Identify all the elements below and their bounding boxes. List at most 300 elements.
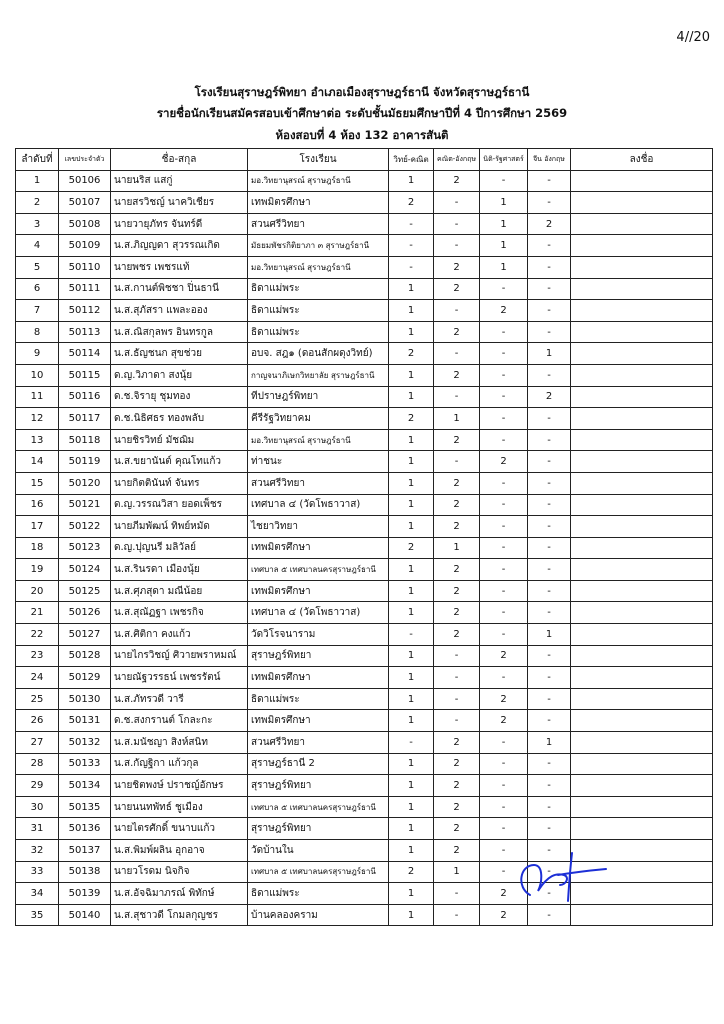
score-law-pol: -	[480, 537, 528, 559]
student-name: นายพชร เพชรแท้	[111, 256, 248, 278]
score-math-eng: -	[434, 710, 480, 732]
school-name: สุราษฎร์พิทยา	[248, 645, 389, 667]
score-sci-math: 1	[389, 688, 434, 710]
student-id: 50128	[59, 645, 111, 667]
student-id: 50124	[59, 559, 111, 581]
student-name: นายณัฐวรรธน์ เพชรรัตน์	[111, 667, 248, 689]
row-number: 32	[16, 840, 59, 862]
table-row	[16, 775, 713, 797]
student-name: ด.ช.นิธิศธร ทองพลับ	[111, 408, 248, 430]
signature-cell	[571, 451, 713, 473]
signature-cell	[571, 624, 713, 646]
table-row	[16, 667, 713, 689]
score-chinese-eng: -	[528, 840, 571, 862]
score-law-pol: 2	[480, 688, 528, 710]
student-id: 50116	[59, 386, 111, 408]
col-header: จีน อังกฤษ	[528, 149, 571, 171]
col-header: โรงเรียน	[248, 149, 389, 171]
score-chinese-eng: 1	[528, 732, 571, 754]
student-id: 50122	[59, 516, 111, 538]
signature-cell	[571, 559, 713, 581]
signature-cell	[571, 256, 713, 278]
table-row	[16, 494, 713, 516]
student-name: นายไกรวิชญ์ ศิวายพราหมณ์	[111, 645, 248, 667]
score-chinese-eng: 1	[528, 624, 571, 646]
score-math-eng: 2	[434, 256, 480, 278]
student-id: 50127	[59, 624, 111, 646]
student-id: 50139	[59, 883, 111, 905]
score-sci-math: -	[389, 235, 434, 257]
score-math-eng: 1	[434, 408, 480, 430]
student-name: น.ส.ณิสกุลพร อินทรกูล	[111, 321, 248, 343]
table-row	[16, 818, 713, 840]
school-title: โรงเรียนสุราษฎร์พิทยา อำเภอเมืองสุราษฎร์ธานี จังหวัดสุราษฎร์ธานี	[194, 85, 530, 99]
row-number: 10	[16, 364, 59, 386]
table-row	[16, 343, 713, 365]
row-number: 18	[16, 537, 59, 559]
school-name: สวนศรีวิทยา	[248, 732, 389, 754]
student-name: ด.ญ.วิภาดา สงนุ้ย	[111, 364, 248, 386]
col-header: นิติ-รัฐศาสตร์	[480, 149, 528, 171]
score-chinese-eng: -	[528, 688, 571, 710]
table-row	[16, 624, 713, 646]
score-chinese-eng: -	[528, 580, 571, 602]
table-row	[16, 300, 713, 322]
school-name: เทพมิตรศึกษา	[248, 537, 389, 559]
school-name: เทพมิตรศึกษา	[248, 192, 389, 214]
student-id: 50136	[59, 818, 111, 840]
student-name: ด.ช.สงกรานต์ โกละกะ	[111, 710, 248, 732]
score-law-pol: -	[480, 840, 528, 862]
school-name: มอ.วิทยานุสรณ์ สุราษฎร์ธานี	[248, 170, 389, 192]
student-name: น.ส.สุณัฏฐา เพชรกิจ	[111, 602, 248, 624]
score-sci-math: 1	[389, 904, 434, 926]
score-chinese-eng: -	[528, 710, 571, 732]
score-chinese-eng: -	[528, 559, 571, 581]
score-sci-math: 1	[389, 602, 434, 624]
score-math-eng: 2	[434, 796, 480, 818]
score-math-eng: -	[434, 386, 480, 408]
score-law-pol: -	[480, 775, 528, 797]
student-name: น.ส.อัจฉิมาภรณ์ พิทักษ์	[111, 883, 248, 905]
school-name: มอ.วิทยานุสรณ์ สุราษฎร์ธานี	[248, 429, 389, 451]
score-math-eng: 2	[434, 472, 480, 494]
school-name: เทศบาล ๔ (วัดโพธาวาส)	[248, 494, 389, 516]
student-id: 50120	[59, 472, 111, 494]
score-law-pol: -	[480, 753, 528, 775]
col-header: ลำดับที่	[16, 149, 59, 171]
score-math-eng: 2	[434, 278, 480, 300]
score-sci-math: 1	[389, 278, 434, 300]
score-sci-math: 1	[389, 364, 434, 386]
score-chinese-eng: -	[528, 408, 571, 430]
table-header-row	[16, 149, 713, 171]
school-name: ธิดาแม่พระ	[248, 321, 389, 343]
score-sci-math: 1	[389, 883, 434, 905]
score-chinese-eng: -	[528, 451, 571, 473]
school-name: อบจ. สฎ๑ (ดอนสักผดุงวิทย์)	[248, 343, 389, 365]
student-name: น.ส.ภัทรวดี วารี	[111, 688, 248, 710]
student-name: นายไตรศักดิ์ ขนาบแก้ว	[111, 818, 248, 840]
school-name: บ้านคลองคราม	[248, 904, 389, 926]
score-sci-math: 1	[389, 753, 434, 775]
score-sci-math: -	[389, 624, 434, 646]
student-id: 50114	[59, 343, 111, 365]
row-number: 3	[16, 213, 59, 235]
score-chinese-eng: -	[528, 602, 571, 624]
table-row	[16, 170, 713, 192]
score-math-eng: -	[434, 688, 480, 710]
score-law-pol: 2	[480, 904, 528, 926]
school-name: ธิดาแม่พระ	[248, 688, 389, 710]
student-id: 50110	[59, 256, 111, 278]
signature-cell	[571, 364, 713, 386]
student-name: นายวโรดม นิจกิจ	[111, 861, 248, 883]
signature-cell	[571, 753, 713, 775]
student-id: 50115	[59, 364, 111, 386]
score-math-eng: 2	[434, 170, 480, 192]
score-sci-math: 1	[389, 645, 434, 667]
score-math-eng: -	[434, 192, 480, 214]
school-name: มอ.วิทยานุสรณ์ สุราษฎร์ธานี	[248, 256, 389, 278]
score-law-pol: -	[480, 559, 528, 581]
row-number: 33	[16, 861, 59, 883]
row-number: 7	[16, 300, 59, 322]
row-number: 25	[16, 688, 59, 710]
student-name: น.ส.กัญฐิกา แก้วกุล	[111, 753, 248, 775]
student-id: 50113	[59, 321, 111, 343]
student-name: นายวายุภัทร จันทร์ดี	[111, 213, 248, 235]
row-number: 9	[16, 343, 59, 365]
row-number: 27	[16, 732, 59, 754]
student-id: 50106	[59, 170, 111, 192]
score-sci-math: 1	[389, 472, 434, 494]
score-chinese-eng: -	[528, 256, 571, 278]
score-math-eng: 2	[434, 429, 480, 451]
student-id: 50134	[59, 775, 111, 797]
score-math-eng: 2	[434, 516, 480, 538]
score-chinese-eng: 1	[528, 343, 571, 365]
score-chinese-eng: -	[528, 667, 571, 689]
page-number: 4//20	[676, 30, 710, 45]
score-math-eng: -	[434, 667, 480, 689]
score-law-pol: -	[480, 732, 528, 754]
score-law-pol: -	[480, 602, 528, 624]
score-chinese-eng: -	[528, 883, 571, 905]
school-name: สุราษฎร์พิทยา	[248, 775, 389, 797]
student-id: 50131	[59, 710, 111, 732]
score-chinese-eng: -	[528, 192, 571, 214]
score-law-pol: 1	[480, 256, 528, 278]
score-law-pol: -	[480, 818, 528, 840]
table-row	[16, 278, 713, 300]
student-id: 50132	[59, 732, 111, 754]
score-law-pol: -	[480, 494, 528, 516]
row-number: 22	[16, 624, 59, 646]
signature-cell	[571, 796, 713, 818]
score-sci-math: 1	[389, 451, 434, 473]
signature-cell	[571, 580, 713, 602]
score-chinese-eng: -	[528, 364, 571, 386]
row-number: 1	[16, 170, 59, 192]
row-number: 20	[16, 580, 59, 602]
table-row	[16, 904, 713, 926]
col-header: วิทย์-คณิต	[389, 149, 434, 171]
school-name: ไชยาวิทยา	[248, 516, 389, 538]
student-name: นายสรวิชญ์ นาควิเชียร	[111, 192, 248, 214]
signature-cell	[571, 170, 713, 192]
score-chinese-eng: 2	[528, 213, 571, 235]
exam-room-title: ห้องสอบที่ 4 ห้อง 132 อาคารสันติ	[275, 128, 449, 142]
score-math-eng: 1	[434, 537, 480, 559]
signature-cell	[571, 667, 713, 689]
score-math-eng: -	[434, 883, 480, 905]
row-number: 15	[16, 472, 59, 494]
signature-cell	[571, 343, 713, 365]
row-number: 34	[16, 883, 59, 905]
student-id: 50117	[59, 408, 111, 430]
student-name: น.ส.ขยานันต์ คุณโทแก้ว	[111, 451, 248, 473]
score-law-pol: 1	[480, 235, 528, 257]
row-number: 31	[16, 818, 59, 840]
score-law-pol: -	[480, 386, 528, 408]
score-sci-math: 1	[389, 818, 434, 840]
table-row	[16, 408, 713, 430]
student-name: น.ส.ศุภสุดา มณีน้อย	[111, 580, 248, 602]
document-title: รายชื่อนักเรียนสมัครสอบเข้าศึกษาต่อ ระดับชั้นมัธยมศึกษาปีที่ 4 ปีการศึกษา 2569	[156, 106, 568, 120]
score-chinese-eng: -	[528, 818, 571, 840]
row-number: 30	[16, 796, 59, 818]
student-id: 50129	[59, 667, 111, 689]
signature-cell	[571, 602, 713, 624]
score-law-pol: -	[480, 796, 528, 818]
score-math-eng: 2	[434, 775, 480, 797]
row-number: 16	[16, 494, 59, 516]
school-name: ทีปราษฎร์พิทยา	[248, 386, 389, 408]
student-id: 50125	[59, 580, 111, 602]
table-body	[16, 170, 713, 926]
score-law-pol: -	[480, 170, 528, 192]
score-math-eng: -	[434, 645, 480, 667]
signature-cell	[571, 688, 713, 710]
school-name: สุราษฎร์พิทยา	[248, 818, 389, 840]
table-row	[16, 256, 713, 278]
student-id: 50108	[59, 213, 111, 235]
signature-cell	[571, 537, 713, 559]
col-header: เลขประจำตัว	[59, 149, 111, 171]
student-name: นายภีมพัฒน์ ทิพย์หมัด	[111, 516, 248, 538]
school-name: ธิดาแม่พระ	[248, 300, 389, 322]
signature-cell	[571, 408, 713, 430]
student-id: 50140	[59, 904, 111, 926]
score-law-pol: 2	[480, 710, 528, 732]
score-sci-math: 1	[389, 840, 434, 862]
school-name: เทพมิตรศึกษา	[248, 667, 389, 689]
score-sci-math: -	[389, 213, 434, 235]
signature-cell	[571, 775, 713, 797]
student-name: นายชิตพงษ์ ปราชญ์อักษร	[111, 775, 248, 797]
score-chinese-eng: -	[528, 775, 571, 797]
score-law-pol: -	[480, 861, 528, 883]
student-id: 50107	[59, 192, 111, 214]
score-chinese-eng: -	[528, 300, 571, 322]
student-name: น.ส.มนัชญา สิงห์สนิท	[111, 732, 248, 754]
score-law-pol: 2	[480, 300, 528, 322]
score-sci-math: -	[389, 732, 434, 754]
score-chinese-eng: 2	[528, 386, 571, 408]
score-law-pol: -	[480, 278, 528, 300]
score-sci-math: 2	[389, 408, 434, 430]
row-number: 23	[16, 645, 59, 667]
score-law-pol: -	[480, 624, 528, 646]
score-chinese-eng: -	[528, 278, 571, 300]
school-name: เทศบาล ๔ (วัดโพธาวาส)	[248, 602, 389, 624]
score-math-eng: 2	[434, 494, 480, 516]
table-row	[16, 321, 713, 343]
student-name: น.ส.สุภัสรา แพละออง	[111, 300, 248, 322]
student-id: 50109	[59, 235, 111, 257]
school-name: สวนศรีวิทยา	[248, 213, 389, 235]
signature-cell	[571, 235, 713, 257]
signature-cell	[571, 192, 713, 214]
school-name: วัดบ้านใน	[248, 840, 389, 862]
table-row	[16, 602, 713, 624]
row-number: 12	[16, 408, 59, 430]
student-id: 50111	[59, 278, 111, 300]
school-name: ท่าชนะ	[248, 451, 389, 473]
score-chinese-eng: -	[528, 494, 571, 516]
score-law-pol: -	[480, 580, 528, 602]
school-name: กาญจนาภิเษกวิทยาลัย สุราษฎร์ธานี	[248, 364, 389, 386]
signature-cell	[571, 516, 713, 538]
score-law-pol: -	[480, 343, 528, 365]
score-math-eng: 2	[434, 580, 480, 602]
student-id: 50123	[59, 537, 111, 559]
score-law-pol: -	[480, 472, 528, 494]
table-row	[16, 753, 713, 775]
score-chinese-eng: -	[528, 321, 571, 343]
score-math-eng: 2	[434, 732, 480, 754]
student-id: 50121	[59, 494, 111, 516]
score-sci-math: 1	[389, 667, 434, 689]
student-id: 50133	[59, 753, 111, 775]
row-number: 26	[16, 710, 59, 732]
col-header: ลงชื่อ	[571, 149, 713, 171]
student-name: น.ส.พิมพ์ผลิน อุกอาจ	[111, 840, 248, 862]
row-number: 2	[16, 192, 59, 214]
student-name: น.ส.ธัญชนก สุขช่วย	[111, 343, 248, 365]
student-name: น.ส.สุชาวดี โกมลกุญชร	[111, 904, 248, 926]
score-math-eng: 2	[434, 624, 480, 646]
row-number: 14	[16, 451, 59, 473]
score-math-eng: -	[434, 235, 480, 257]
table-row	[16, 580, 713, 602]
row-number: 8	[16, 321, 59, 343]
score-chinese-eng: -	[528, 516, 571, 538]
table-row	[16, 710, 713, 732]
score-sci-math: 1	[389, 300, 434, 322]
score-chinese-eng: -	[528, 645, 571, 667]
score-law-pol: -	[480, 321, 528, 343]
score-sci-math: 1	[389, 796, 434, 818]
student-name: นายนนทพัทธ์ ชูเมือง	[111, 796, 248, 818]
row-number: 19	[16, 559, 59, 581]
school-name: มัธยมพัชรกิติยาภา ๓ สุราษฎร์ธานี	[248, 235, 389, 257]
signature-cell	[571, 429, 713, 451]
student-name: นายกิตตินันท์ จันทร	[111, 472, 248, 494]
school-name: เทศบาล ๕ เทศบาลนครสุราษฎร์ธานี	[248, 861, 389, 883]
row-number: 5	[16, 256, 59, 278]
signature-cell	[571, 278, 713, 300]
table-row	[16, 645, 713, 667]
table-row	[16, 235, 713, 257]
school-name: สวนศรีวิทยา	[248, 472, 389, 494]
score-chinese-eng: -	[528, 753, 571, 775]
school-name: ธิดาแม่พระ	[248, 278, 389, 300]
student-name: น.ส.รินรดา เมืองนุ้ย	[111, 559, 248, 581]
student-id: 50130	[59, 688, 111, 710]
score-sci-math: 1	[389, 321, 434, 343]
score-sci-math: 1	[389, 516, 434, 538]
school-name: ธิดาแม่พระ	[248, 883, 389, 905]
score-sci-math: 2	[389, 192, 434, 214]
signature-cell	[571, 494, 713, 516]
row-number: 13	[16, 429, 59, 451]
score-math-eng: 1	[434, 861, 480, 883]
score-math-eng: -	[434, 213, 480, 235]
signature-cell	[571, 818, 713, 840]
score-law-pol: -	[480, 408, 528, 430]
score-math-eng: 2	[434, 840, 480, 862]
student-name: นายนริส แสกู่	[111, 170, 248, 192]
score-sci-math: 2	[389, 861, 434, 883]
score-math-eng: -	[434, 451, 480, 473]
score-law-pol: -	[480, 429, 528, 451]
table-row	[16, 386, 713, 408]
score-chinese-eng: -	[528, 472, 571, 494]
student-id: 50137	[59, 840, 111, 862]
school-name: เทศบาล ๕ เทศบาลนครสุราษฎร์ธานี	[248, 559, 389, 581]
row-number: 35	[16, 904, 59, 926]
signature	[512, 845, 612, 905]
student-name: ด.ญ.ปุญนรี มลิวัลย์	[111, 537, 248, 559]
signature-cell	[571, 300, 713, 322]
col-header: ชื่อ-สกุล	[111, 149, 248, 171]
school-name: สุราษฎร์ธานี 2	[248, 753, 389, 775]
score-sci-math: -	[389, 256, 434, 278]
row-number: 17	[16, 516, 59, 538]
col-header: คณิต-อังกฤษ	[434, 149, 480, 171]
table-row	[16, 364, 713, 386]
school-name: วัดวิโรจนาราม	[248, 624, 389, 646]
signature-cell	[571, 710, 713, 732]
score-sci-math: 1	[389, 170, 434, 192]
score-math-eng: -	[434, 904, 480, 926]
score-chinese-eng: -	[528, 796, 571, 818]
score-sci-math: 2	[389, 537, 434, 559]
score-law-pol: 2	[480, 883, 528, 905]
school-name: คีรีรัฐวิทยาคม	[248, 408, 389, 430]
student-id: 50119	[59, 451, 111, 473]
student-table	[15, 148, 713, 926]
score-law-pol: -	[480, 667, 528, 689]
student-name: น.ส.ภิญญดา สุวรรณเกิด	[111, 235, 248, 257]
table-row	[16, 537, 713, 559]
score-math-eng: 2	[434, 321, 480, 343]
student-name: ด.ช.จิรายุ ชุมทอง	[111, 386, 248, 408]
score-chinese-eng: -	[528, 235, 571, 257]
score-law-pol: 1	[480, 213, 528, 235]
